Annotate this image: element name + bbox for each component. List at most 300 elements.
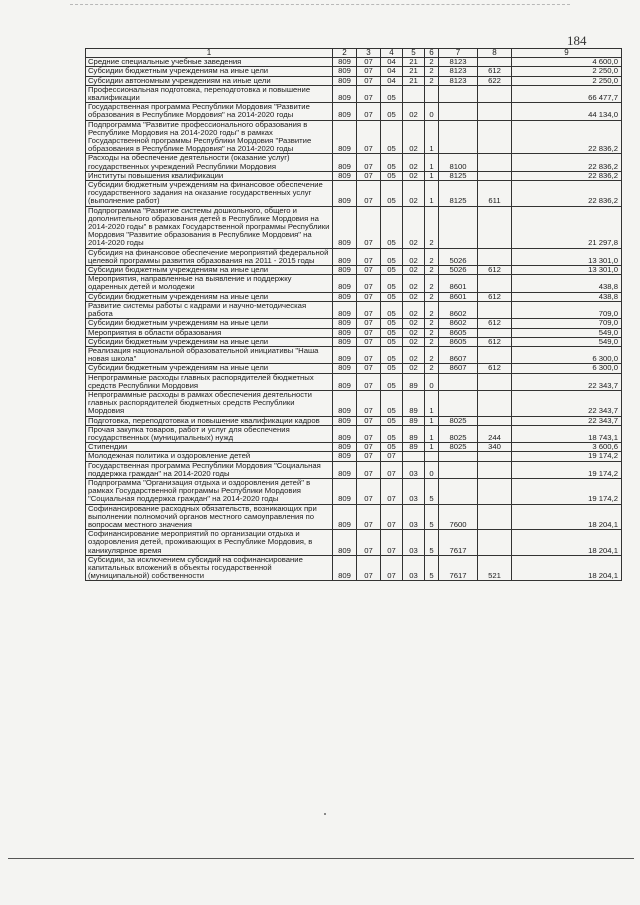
row-amount-cell: 6 300,0 bbox=[512, 364, 622, 373]
row-subprogram-cell: 2 bbox=[425, 337, 439, 346]
row-gov-code-cell: 809 bbox=[333, 443, 357, 452]
row-section-cell: 07 bbox=[357, 346, 381, 363]
row-gov-code-cell: 809 bbox=[333, 171, 357, 180]
row-program-cell: 02 bbox=[403, 154, 425, 171]
row-gov-code-cell: 809 bbox=[333, 301, 357, 318]
row-target-cell: 8607 bbox=[439, 346, 478, 363]
table-row bbox=[86, 443, 622, 452]
header-cell-1: 1 bbox=[86, 49, 333, 58]
row-expense-type-cell bbox=[478, 416, 512, 425]
row-subsection-cell: 05 bbox=[381, 275, 403, 292]
row-name-cell: Субсидии бюджетным учреждениям на иные цели bbox=[86, 364, 333, 373]
row-subsection-cell: 07 bbox=[381, 504, 403, 530]
row-name-cell: Профессиональная подготовка, переподготовка и повышение квалификации bbox=[86, 85, 333, 102]
row-subprogram-cell: 0 bbox=[425, 373, 439, 390]
row-program-cell: 02 bbox=[403, 171, 425, 180]
row-amount-cell: 18 743,1 bbox=[512, 425, 622, 442]
row-program-cell: 02 bbox=[403, 301, 425, 318]
row-amount-cell: 709,0 bbox=[512, 301, 622, 318]
table-row bbox=[86, 181, 622, 207]
row-gov-code-cell: 809 bbox=[333, 530, 357, 556]
row-gov-code-cell: 809 bbox=[333, 337, 357, 346]
row-name-cell: Расходы на обеспечение деятельности (оказание услуг) государственных учреждений Республики Мордовия bbox=[86, 154, 333, 171]
table-row bbox=[86, 248, 622, 265]
row-name-cell: Развитие системы работы с кадрами и научно-методическая работа bbox=[86, 301, 333, 318]
row-section-cell: 07 bbox=[357, 504, 381, 530]
row-target-cell bbox=[439, 461, 478, 478]
row-amount-cell: 549,0 bbox=[512, 337, 622, 346]
budget-table-body bbox=[86, 49, 622, 581]
row-subsection-cell: 05 bbox=[381, 425, 403, 442]
row-amount-cell: 13 301,0 bbox=[512, 266, 622, 275]
row-expense-type-cell bbox=[478, 390, 512, 416]
row-subprogram-cell: 2 bbox=[425, 206, 439, 248]
row-program-cell: 02 bbox=[403, 266, 425, 275]
row-name-cell: Молодежная политика и оздоровление детей bbox=[86, 452, 333, 461]
row-target-cell: 8602 bbox=[439, 301, 478, 318]
row-target-cell: 8123 bbox=[439, 58, 478, 67]
row-subsection-cell: 07 bbox=[381, 530, 403, 556]
row-section-cell: 07 bbox=[357, 206, 381, 248]
row-expense-type-cell bbox=[478, 301, 512, 318]
row-expense-type-cell: 612 bbox=[478, 292, 512, 301]
table-row bbox=[86, 328, 622, 337]
row-subsection-cell: 05 bbox=[381, 443, 403, 452]
row-subprogram-cell: 2 bbox=[425, 266, 439, 275]
row-program-cell: 03 bbox=[403, 504, 425, 530]
row-target-cell: 8025 bbox=[439, 425, 478, 442]
row-gov-code-cell: 809 bbox=[333, 416, 357, 425]
table-row bbox=[86, 301, 622, 318]
row-subsection-cell: 07 bbox=[381, 478, 403, 504]
row-program-cell: 02 bbox=[403, 120, 425, 154]
row-section-cell: 07 bbox=[357, 530, 381, 556]
row-subsection-cell: 04 bbox=[381, 76, 403, 85]
row-target-cell: 8605 bbox=[439, 337, 478, 346]
row-gov-code-cell: 809 bbox=[333, 206, 357, 248]
row-section-cell: 07 bbox=[357, 275, 381, 292]
row-target-cell bbox=[439, 390, 478, 416]
row-expense-type-cell bbox=[478, 328, 512, 337]
row-expense-type-cell bbox=[478, 452, 512, 461]
table-row bbox=[86, 530, 622, 556]
row-amount-cell: 22 836,2 bbox=[512, 171, 622, 180]
row-gov-code-cell: 809 bbox=[333, 266, 357, 275]
row-amount-cell: 18 204,1 bbox=[512, 530, 622, 556]
row-gov-code-cell: 809 bbox=[333, 364, 357, 373]
row-amount-cell: 2 250,0 bbox=[512, 76, 622, 85]
table-row bbox=[86, 390, 622, 416]
row-expense-type-cell bbox=[478, 504, 512, 530]
table-row bbox=[86, 292, 622, 301]
row-target-cell: 5026 bbox=[439, 248, 478, 265]
row-amount-cell: 709,0 bbox=[512, 319, 622, 328]
row-target-cell: 8025 bbox=[439, 443, 478, 452]
row-subsection-cell: 05 bbox=[381, 266, 403, 275]
header-cell-6: 6 bbox=[425, 49, 439, 58]
row-program-cell: 02 bbox=[403, 319, 425, 328]
row-expense-type-cell bbox=[478, 530, 512, 556]
page-number: 184 bbox=[567, 33, 587, 48]
row-section-cell: 07 bbox=[357, 443, 381, 452]
bottom-scan-edge bbox=[8, 858, 634, 859]
header-cell-4: 4 bbox=[381, 49, 403, 58]
row-target-cell bbox=[439, 103, 478, 120]
table-row bbox=[86, 67, 622, 76]
row-program-cell bbox=[403, 85, 425, 102]
row-name-cell: Подпрограмма "Организация отдыха и оздоровления детей" в рамках Государственной программы Республики Мордовия "Социальная поддержка граждан" на 2014-2020 годы bbox=[86, 478, 333, 504]
table-row bbox=[86, 346, 622, 363]
row-target-cell: 8125 bbox=[439, 171, 478, 180]
row-name-cell: Мероприятия, направленные на выявление и поддержку одаренных детей и молодежи bbox=[86, 275, 333, 292]
table-row bbox=[86, 461, 622, 478]
row-subsection-cell: 05 bbox=[381, 120, 403, 154]
row-subprogram-cell: 2 bbox=[425, 319, 439, 328]
row-target-cell: 8601 bbox=[439, 292, 478, 301]
row-subsection-cell: 05 bbox=[381, 328, 403, 337]
row-expense-type-cell bbox=[478, 346, 512, 363]
row-name-cell: Государственная программа Республики Мордовия "Социальная поддержка граждан" на 2014-2020 годы bbox=[86, 461, 333, 478]
row-expense-type-cell bbox=[478, 85, 512, 102]
row-expense-type-cell: 244 bbox=[478, 425, 512, 442]
row-program-cell: 89 bbox=[403, 425, 425, 442]
row-subprogram-cell: 1 bbox=[425, 120, 439, 154]
row-subprogram-cell: 1 bbox=[425, 181, 439, 207]
row-section-cell: 07 bbox=[357, 328, 381, 337]
row-gov-code-cell: 809 bbox=[333, 58, 357, 67]
row-expense-type-cell bbox=[478, 58, 512, 67]
row-expense-type-cell: 612 bbox=[478, 337, 512, 346]
row-target-cell bbox=[439, 478, 478, 504]
header-cell-7: 7 bbox=[439, 49, 478, 58]
row-section-cell: 07 bbox=[357, 266, 381, 275]
row-gov-code-cell: 809 bbox=[333, 390, 357, 416]
row-section-cell: 07 bbox=[357, 85, 381, 102]
row-gov-code-cell: 809 bbox=[333, 85, 357, 102]
row-subsection-cell: 05 bbox=[381, 364, 403, 373]
row-name-cell: Подпрограмма "Развитие системы дошкольного, общего и дополнительного образования детей в Республике Мордовия на 2014-2020 годы" в рамках Государственной программы Республики Мордовия "Развитие образования в Республике Мордовия" на 2014-2020 годы bbox=[86, 206, 333, 248]
row-program-cell: 02 bbox=[403, 346, 425, 363]
row-name-cell: Стипендии bbox=[86, 443, 333, 452]
row-subsection-cell: 05 bbox=[381, 103, 403, 120]
table-row bbox=[86, 266, 622, 275]
row-amount-cell: 22 343,7 bbox=[512, 373, 622, 390]
row-section-cell: 07 bbox=[357, 319, 381, 328]
row-gov-code-cell: 809 bbox=[333, 292, 357, 301]
row-section-cell: 07 bbox=[357, 452, 381, 461]
row-subprogram-cell: 0 bbox=[425, 103, 439, 120]
row-expense-type-cell bbox=[478, 120, 512, 154]
row-name-cell: Субсидии автономным учреждениям на иные цели bbox=[86, 76, 333, 85]
row-program-cell: 03 bbox=[403, 555, 425, 581]
row-program-cell: 21 bbox=[403, 76, 425, 85]
row-gov-code-cell: 809 bbox=[333, 452, 357, 461]
row-program-cell bbox=[403, 452, 425, 461]
row-subsection-cell: 05 bbox=[381, 85, 403, 102]
row-subprogram-cell: 1 bbox=[425, 154, 439, 171]
row-section-cell: 07 bbox=[357, 181, 381, 207]
row-gov-code-cell: 809 bbox=[333, 346, 357, 363]
row-section-cell: 07 bbox=[357, 364, 381, 373]
row-subprogram-cell: 5 bbox=[425, 478, 439, 504]
row-program-cell: 02 bbox=[403, 328, 425, 337]
row-amount-cell: 19 174,2 bbox=[512, 461, 622, 478]
row-amount-cell: 4 600,0 bbox=[512, 58, 622, 67]
row-section-cell: 07 bbox=[357, 478, 381, 504]
row-program-cell: 03 bbox=[403, 478, 425, 504]
row-subprogram-cell: 1 bbox=[425, 390, 439, 416]
row-expense-type-cell bbox=[478, 171, 512, 180]
row-amount-cell: 66 477,7 bbox=[512, 85, 622, 102]
row-subsection-cell: 05 bbox=[381, 206, 403, 248]
row-expense-type-cell: 622 bbox=[478, 76, 512, 85]
table-header-row bbox=[86, 49, 622, 58]
row-name-cell: Средние специальные учебные заведения bbox=[86, 58, 333, 67]
table-row bbox=[86, 555, 622, 581]
row-target-cell: 8601 bbox=[439, 275, 478, 292]
row-section-cell: 07 bbox=[357, 58, 381, 67]
row-name-cell: Субсидии бюджетным учреждениям на иные цели bbox=[86, 292, 333, 301]
row-section-cell: 07 bbox=[357, 390, 381, 416]
row-name-cell: Субсидии бюджетным учреждениям на иные цели bbox=[86, 67, 333, 76]
row-target-cell: 8123 bbox=[439, 76, 478, 85]
row-program-cell: 02 bbox=[403, 337, 425, 346]
top-scan-edge bbox=[70, 4, 570, 5]
row-subprogram-cell: 5 bbox=[425, 504, 439, 530]
row-subprogram-cell: 1 bbox=[425, 416, 439, 425]
row-subsection-cell: 07 bbox=[381, 452, 403, 461]
row-program-cell: 03 bbox=[403, 530, 425, 556]
row-name-cell: Субсидии, за исключением субсидий на софинансирование капитальных вложений в объекты государственной (муниципальной) собственности bbox=[86, 555, 333, 581]
row-gov-code-cell: 809 bbox=[333, 478, 357, 504]
row-subsection-cell: 05 bbox=[381, 390, 403, 416]
table-row bbox=[86, 452, 622, 461]
row-expense-type-cell bbox=[478, 103, 512, 120]
row-gov-code-cell: 809 bbox=[333, 319, 357, 328]
row-subprogram-cell bbox=[425, 85, 439, 102]
row-gov-code-cell: 809 bbox=[333, 555, 357, 581]
row-subsection-cell: 05 bbox=[381, 248, 403, 265]
row-amount-cell: 22 343,7 bbox=[512, 416, 622, 425]
row-name-cell: Непрограммные расходы в рамках обеспечения деятельности главных распорядителей бюджетных средств Республики Мордовия bbox=[86, 390, 333, 416]
row-subsection-cell: 05 bbox=[381, 171, 403, 180]
row-subprogram-cell: 2 bbox=[425, 328, 439, 337]
row-section-cell: 07 bbox=[357, 67, 381, 76]
row-target-cell: 8602 bbox=[439, 319, 478, 328]
row-name-cell: Реализация национальной образовательной инициативы "Наша новая школа" bbox=[86, 346, 333, 363]
row-section-cell: 07 bbox=[357, 301, 381, 318]
table-row bbox=[86, 171, 622, 180]
row-program-cell: 02 bbox=[403, 292, 425, 301]
row-program-cell: 21 bbox=[403, 67, 425, 76]
row-amount-cell: 21 297,8 bbox=[512, 206, 622, 248]
row-section-cell: 07 bbox=[357, 461, 381, 478]
row-subprogram-cell: 5 bbox=[425, 530, 439, 556]
row-subsection-cell: 05 bbox=[381, 337, 403, 346]
row-subprogram-cell: 2 bbox=[425, 275, 439, 292]
header-cell-3: 3 bbox=[357, 49, 381, 58]
row-name-cell: Субсидия на финансовое обеспечение мероприятий федеральной целевой программы развития образования на 2011 - 2015 годы bbox=[86, 248, 333, 265]
row-section-cell: 07 bbox=[357, 154, 381, 171]
row-expense-type-cell: 612 bbox=[478, 319, 512, 328]
row-target-cell: 8125 bbox=[439, 181, 478, 207]
row-amount-cell: 22 343,7 bbox=[512, 390, 622, 416]
row-section-cell: 07 bbox=[357, 248, 381, 265]
row-name-cell: Подпрограмма "Развитие профессионального образования в Республике Мордовия на 2014-2020 годы" в рамках Государственной программы Республики Мордовия "Развитие образования в Республике Мордовия" на 2014-2020 годы bbox=[86, 120, 333, 154]
row-subprogram-cell: 0 bbox=[425, 461, 439, 478]
row-target-cell bbox=[439, 206, 478, 248]
row-name-cell: Субсидии бюджетным учреждениям на финансовое обеспечение государственного задания на оказание государственных услуг (выполнение работ) bbox=[86, 181, 333, 207]
table-row bbox=[86, 337, 622, 346]
row-amount-cell: 6 300,0 bbox=[512, 346, 622, 363]
row-subsection-cell: 05 bbox=[381, 319, 403, 328]
row-subsection-cell: 07 bbox=[381, 555, 403, 581]
row-subprogram-cell: 2 bbox=[425, 292, 439, 301]
row-program-cell: 89 bbox=[403, 416, 425, 425]
row-amount-cell: 22 836,2 bbox=[512, 120, 622, 154]
row-subprogram-cell: 1 bbox=[425, 425, 439, 442]
row-target-cell: 5026 bbox=[439, 266, 478, 275]
row-gov-code-cell: 809 bbox=[333, 275, 357, 292]
table-row bbox=[86, 319, 622, 328]
row-gov-code-cell: 809 bbox=[333, 328, 357, 337]
row-amount-cell: 18 204,1 bbox=[512, 504, 622, 530]
row-subsection-cell: 05 bbox=[381, 301, 403, 318]
row-amount-cell: 3 600,6 bbox=[512, 443, 622, 452]
row-expense-type-cell bbox=[478, 154, 512, 171]
row-section-cell: 07 bbox=[357, 103, 381, 120]
row-subsection-cell: 04 bbox=[381, 67, 403, 76]
row-subsection-cell: 05 bbox=[381, 346, 403, 363]
header-cell-9: 9 bbox=[512, 49, 622, 58]
row-expense-type-cell bbox=[478, 275, 512, 292]
row-gov-code-cell: 809 bbox=[333, 120, 357, 154]
table-row bbox=[86, 275, 622, 292]
row-subsection-cell: 04 bbox=[381, 58, 403, 67]
table-row bbox=[86, 364, 622, 373]
row-gov-code-cell: 809 bbox=[333, 181, 357, 207]
row-target-cell: 7617 bbox=[439, 555, 478, 581]
row-section-cell: 07 bbox=[357, 120, 381, 154]
row-program-cell: 02 bbox=[403, 181, 425, 207]
row-gov-code-cell: 809 bbox=[333, 154, 357, 171]
row-gov-code-cell: 809 bbox=[333, 103, 357, 120]
row-program-cell: 02 bbox=[403, 103, 425, 120]
row-program-cell: 21 bbox=[403, 58, 425, 67]
table-row bbox=[86, 120, 622, 154]
header-cell-8: 8 bbox=[478, 49, 512, 58]
table-row bbox=[86, 58, 622, 67]
row-name-cell: Мероприятия в области образования bbox=[86, 328, 333, 337]
row-target-cell bbox=[439, 120, 478, 154]
scan-speck bbox=[324, 813, 326, 815]
row-subprogram-cell: 2 bbox=[425, 76, 439, 85]
row-amount-cell: 18 204,1 bbox=[512, 555, 622, 581]
row-name-cell: Прочая закупка товаров, работ и услуг для обеспечения государственных (муниципальных) нужд bbox=[86, 425, 333, 442]
row-program-cell: 02 bbox=[403, 364, 425, 373]
row-subprogram-cell bbox=[425, 452, 439, 461]
row-target-cell: 7617 bbox=[439, 530, 478, 556]
row-expense-type-cell bbox=[478, 248, 512, 265]
row-target-cell: 8605 bbox=[439, 328, 478, 337]
row-subprogram-cell: 2 bbox=[425, 346, 439, 363]
row-amount-cell: 438,8 bbox=[512, 275, 622, 292]
row-gov-code-cell: 809 bbox=[333, 504, 357, 530]
row-gov-code-cell: 809 bbox=[333, 461, 357, 478]
row-subprogram-cell: 2 bbox=[425, 67, 439, 76]
row-subsection-cell: 05 bbox=[381, 292, 403, 301]
row-target-cell: 8100 bbox=[439, 154, 478, 171]
row-program-cell: 03 bbox=[403, 461, 425, 478]
row-subprogram-cell: 1 bbox=[425, 171, 439, 180]
row-section-cell: 07 bbox=[357, 425, 381, 442]
row-name-cell: Непрограммные расходы главных распорядителей бюджетных средств Республики Мордовия bbox=[86, 373, 333, 390]
table-row bbox=[86, 416, 622, 425]
row-name-cell: Субсидии бюджетным учреждениям на иные цели bbox=[86, 266, 333, 275]
row-name-cell: Субсидии бюджетным учреждениям на иные цели bbox=[86, 337, 333, 346]
row-section-cell: 07 bbox=[357, 171, 381, 180]
table-row bbox=[86, 103, 622, 120]
row-subsection-cell: 05 bbox=[381, 373, 403, 390]
row-amount-cell: 438,8 bbox=[512, 292, 622, 301]
table-row bbox=[86, 154, 622, 171]
row-amount-cell: 22 836,2 bbox=[512, 181, 622, 207]
row-gov-code-cell: 809 bbox=[333, 248, 357, 265]
table-row bbox=[86, 478, 622, 504]
row-gov-code-cell: 809 bbox=[333, 67, 357, 76]
row-expense-type-cell: 611 bbox=[478, 181, 512, 207]
row-subprogram-cell: 2 bbox=[425, 58, 439, 67]
row-gov-code-cell: 809 bbox=[333, 373, 357, 390]
row-name-cell: Институты повышения квалификации bbox=[86, 171, 333, 180]
row-subsection-cell: 05 bbox=[381, 181, 403, 207]
row-subprogram-cell: 5 bbox=[425, 555, 439, 581]
row-subprogram-cell: 2 bbox=[425, 248, 439, 265]
row-name-cell: Софинансирование мероприятий по организации отдыха и оздоровления детей, проживающих в Республике Мордовия, в каникулярное время bbox=[86, 530, 333, 556]
row-program-cell: 02 bbox=[403, 275, 425, 292]
row-amount-cell: 19 174,2 bbox=[512, 478, 622, 504]
row-expense-type-cell bbox=[478, 478, 512, 504]
table-row bbox=[86, 85, 622, 102]
row-section-cell: 07 bbox=[357, 76, 381, 85]
row-target-cell bbox=[439, 373, 478, 390]
row-target-cell bbox=[439, 452, 478, 461]
header-cell-5: 5 bbox=[403, 49, 425, 58]
table-row bbox=[86, 373, 622, 390]
row-program-cell: 02 bbox=[403, 206, 425, 248]
row-name-cell: Субсидии бюджетным учреждениям на иные цели bbox=[86, 319, 333, 328]
row-expense-type-cell bbox=[478, 206, 512, 248]
row-expense-type-cell bbox=[478, 461, 512, 478]
row-expense-type-cell bbox=[478, 373, 512, 390]
row-section-cell: 07 bbox=[357, 373, 381, 390]
row-name-cell: Софинансирование расходных обязательств, возникающих при выполнении полномочий органов местного самоуправления по вопросам местного значения bbox=[86, 504, 333, 530]
row-gov-code-cell: 809 bbox=[333, 425, 357, 442]
row-program-cell: 89 bbox=[403, 373, 425, 390]
row-expense-type-cell: 340 bbox=[478, 443, 512, 452]
row-name-cell: Подготовка, переподготовка и повышение квалификации кадров bbox=[86, 416, 333, 425]
row-amount-cell: 19 174,2 bbox=[512, 452, 622, 461]
row-target-cell: 8607 bbox=[439, 364, 478, 373]
table-row bbox=[86, 425, 622, 442]
row-amount-cell: 13 301,0 bbox=[512, 248, 622, 265]
row-subprogram-cell: 2 bbox=[425, 364, 439, 373]
row-gov-code-cell: 809 bbox=[333, 76, 357, 85]
row-name-cell: Государственная программа Республики Мордовия "Развитие образования в Республике Мордовия" на 2014-2020 годы bbox=[86, 103, 333, 120]
row-target-cell bbox=[439, 85, 478, 102]
row-subsection-cell: 05 bbox=[381, 416, 403, 425]
row-expense-type-cell: 521 bbox=[478, 555, 512, 581]
